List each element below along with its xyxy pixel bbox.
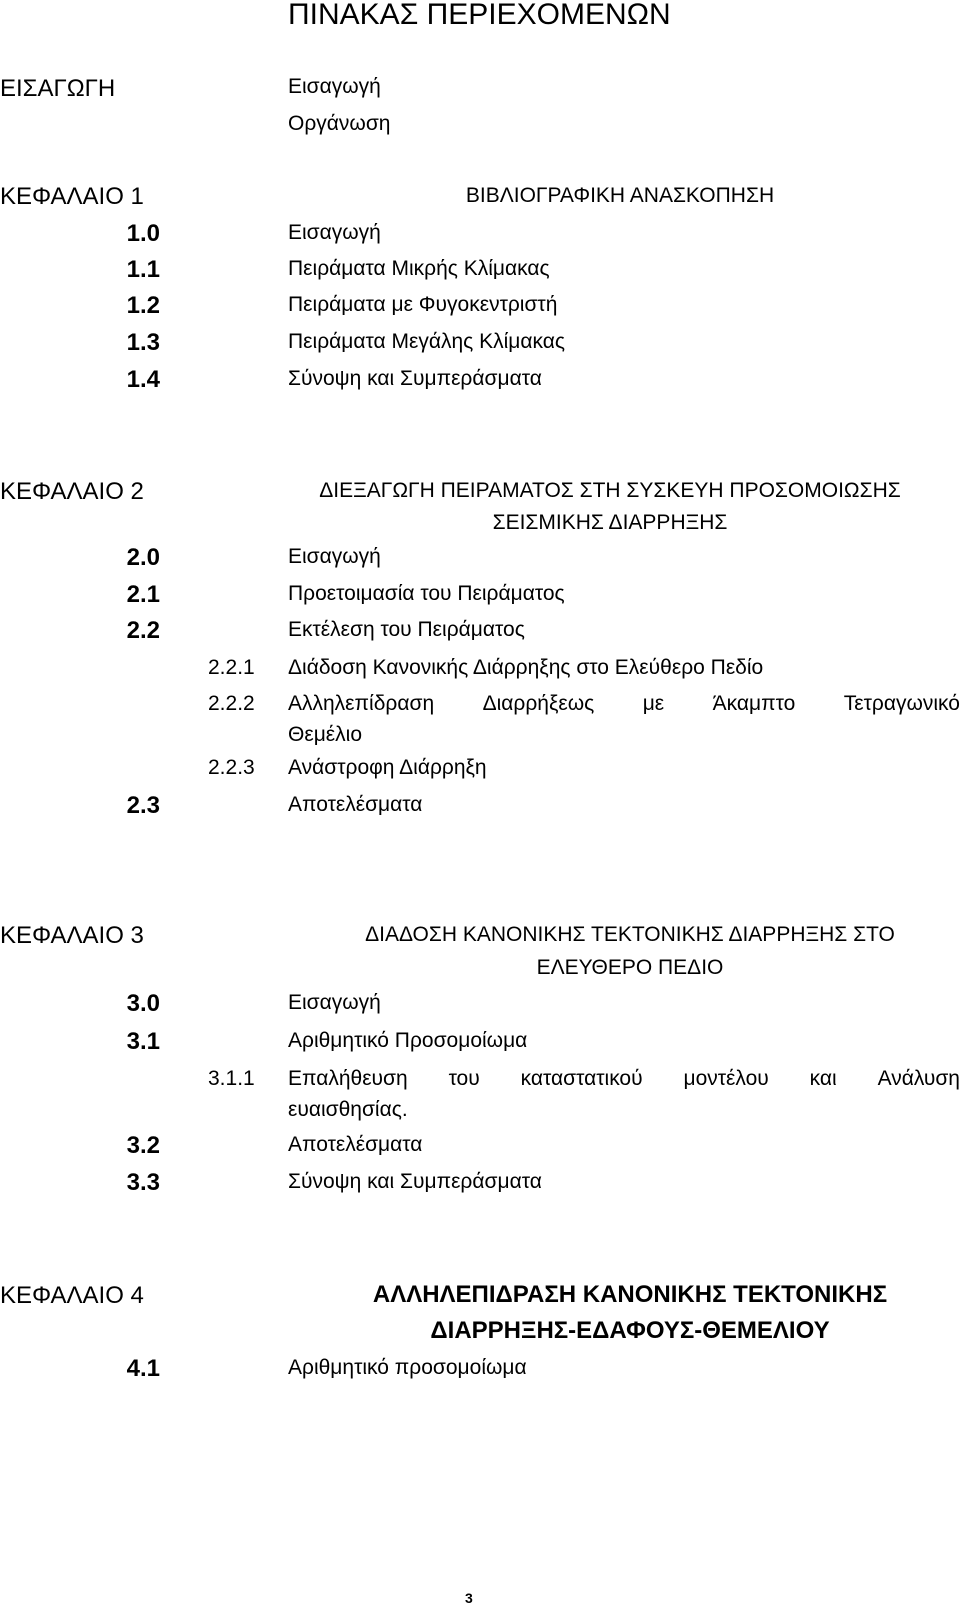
word: Ανάλυση [877,1067,960,1090]
word: και [809,1067,837,1090]
intro-label: ΕΙΣΑΓΩΓΗ [0,75,116,102]
chapter-label: ΚΕΦΑΛΑΙΟ 4 [0,1282,144,1309]
section-number: 4.1 [126,1355,160,1382]
chapter-heading: ΕΛΕΥΘΕΡΟ ΠΕΔΙΟ [536,956,724,979]
section-number: 2.2 [126,617,160,644]
section-number: 2.0 [126,544,160,571]
chapter-heading: ΔΙΑΔΟΣΗ ΚΑΝΟΝΙΚΗΣ ΤΕΚΤΟΝΙΚΗΣ ΔΙΑΡΡΗΞΗΣ ΣΤΟ [365,923,895,946]
subsection-number: 3.1.1 [208,1067,255,1090]
chapter-heading: ΒΙΒΛΙΟΓΡΑΦΙΚΗ ΑΝΑΣΚΟΠΗΣΗ [465,184,775,207]
section-number: 3.1 [126,1028,160,1055]
section-number: 1.3 [126,329,160,356]
section-number: 1.2 [126,292,160,319]
section-title: Σύνοψη και Συμπεράσματα [288,367,542,390]
chapter-label: ΚΕΦΑΛΑΙΟ 1 [0,183,144,210]
section-number: 3.3 [126,1169,160,1196]
intro-item: Οργάνωση [288,112,391,135]
section-number: 2.3 [126,792,160,819]
chapter-label: ΚΕΦΑΛΑΙΟ 3 [0,922,144,949]
chapter-heading: ΔΙΕΞΑΓΩΓΗ ΠΕΙΡΑΜΑΤΟΣ ΣΤΗ ΣΥΣΚΕΥΗ ΠΡΟΣΟΜΟΙΩΣΗΣ [319,479,901,502]
section-title: Αποτελέσματα [288,1133,423,1156]
section-title: Εισαγωγή [288,545,381,568]
chapter-heading: ΔΙΑΡΡΗΞΗΣ-ΕΔΑΦΟΥΣ-ΘΕΜΕΛΙΟΥ [430,1317,830,1344]
section-number: 2.1 [126,581,160,608]
subsection-number: 2.2.1 [208,656,255,679]
section-number: 1.4 [126,366,160,393]
word: Διαρρήξεως [482,692,595,715]
subsection-title-continued: ευαισθησίας. [288,1098,408,1121]
word: Αλληλεπίδραση [288,692,435,715]
subsection-title: Διάδοση Κανονικής Διάρρηξης στο Ελεύθερο Πεδίο [288,656,764,679]
subsection-title: Ανάστροφη Διάρρηξη [288,756,487,779]
section-title: Αριθμητικό Προσομοίωμα [288,1029,528,1052]
word: καταστατικού [520,1067,643,1090]
section-title: Πειράματα Μικρής Κλίμακας [288,257,550,280]
chapter-heading: ΣΕΙΣΜΙΚΗΣ ΔΙΑΡΡΗΞΗΣ [492,511,728,534]
word: Άκαμπτο [712,692,796,715]
section-number: 3.0 [126,990,160,1017]
chapter-heading: ΑΛΛΗΛΕΠΙΔΡΑΣΗ ΚΑΝΟΝΙΚΗΣ ΤΕΚΤΟΝΙΚΗΣ [372,1281,888,1308]
page-number: 3 [465,1590,473,1606]
subsection-number: 2.2.3 [208,756,255,779]
section-title: Εισαγωγή [288,991,381,1014]
section-title: Πειράματα με Φυγοκεντριστή [288,293,558,316]
subsection-title [288,691,960,717]
chapter-label: ΚΕΦΑΛΑΙΟ 2 [0,478,144,505]
section-title: Πειράματα Μεγάλης Κλίμακας [288,330,566,353]
section-title: Εισαγωγή [288,221,381,244]
subsection-title [288,1066,960,1092]
intro-item: Εισαγωγή [288,75,381,98]
word: με [642,692,665,715]
section-title: Εκτέλεση του Πειράματος [288,618,525,641]
word: Τετραγωνικό [843,692,960,715]
section-number: 1.0 [126,220,160,247]
word: μοντέλου [683,1067,769,1090]
section-title: Σύνοψη και Συμπεράσματα [288,1170,542,1193]
page-title: ΠΙΝΑΚΑΣ ΠΕΡΙΕΧΟΜΕΝΩΝ [288,0,671,31]
section-title: Αποτελέσματα [288,793,423,816]
section-title: Αριθμητικό προσομοίωμα [288,1356,527,1379]
word: του [448,1067,480,1090]
word: Επαλήθευση [288,1067,408,1090]
section-number: 3.2 [126,1132,160,1159]
subsection-title-continued: Θεμέλιο [288,723,363,746]
section-number: 1.1 [126,256,160,283]
subsection-number: 2.2.2 [208,692,255,715]
section-title: Προετοιμασία του Πειράματος [288,582,565,605]
